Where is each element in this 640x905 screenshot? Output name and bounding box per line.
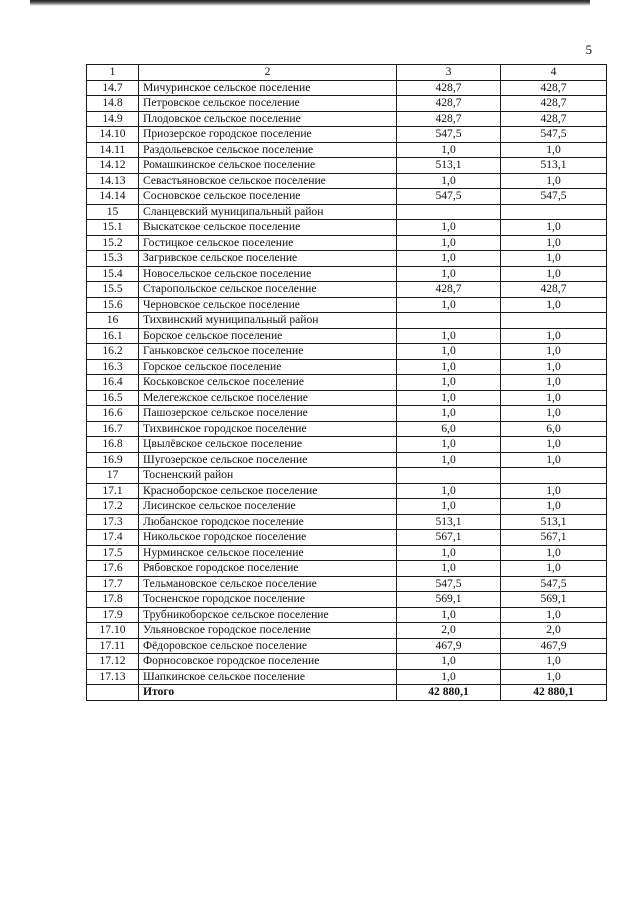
table-body [87, 80, 607, 685]
row-value-col3: 567,1 [397, 530, 501, 546]
row-value-col4: 1,0 [501, 406, 607, 422]
row-name-cell: Фёдоровское сельское поселение [139, 638, 397, 654]
row-value-col3: 1,0 [397, 654, 501, 670]
row-value-col3: 1,0 [397, 375, 501, 391]
row-number-cell: 15.1 [87, 220, 139, 236]
row-number-cell: 17.12 [87, 654, 139, 670]
table-row [87, 359, 607, 375]
table-row [87, 158, 607, 174]
row-name-cell: Тихвинский муниципальный район [139, 313, 397, 329]
row-number-cell: 14.14 [87, 189, 139, 205]
row-value-col4: 1,0 [501, 452, 607, 468]
table-row [87, 468, 607, 484]
row-value-col3: 1,0 [397, 328, 501, 344]
row-value-col4: 1,0 [501, 654, 607, 670]
row-value-col3: 1,0 [397, 499, 501, 515]
row-name-cell: Мичуринское сельское поселение [139, 80, 397, 96]
row-number-cell: 16.7 [87, 421, 139, 437]
row-name-cell: Петровское сельское поселение [139, 96, 397, 112]
row-value-col4: 6,0 [501, 421, 607, 437]
scan-edge-artifact [30, 0, 590, 6]
row-value-col3: 6,0 [397, 421, 501, 437]
total-row [87, 685, 607, 701]
row-number-cell: 17.13 [87, 669, 139, 685]
table-row [87, 561, 607, 577]
row-value-col3: 1,0 [397, 173, 501, 189]
row-value-col4: 1,0 [501, 173, 607, 189]
row-value-col3: 1,0 [397, 266, 501, 282]
total-value-col4: 42 880,1 [501, 685, 607, 701]
table-row [87, 266, 607, 282]
total-value-col3: 42 880,1 [397, 685, 501, 701]
row-name-cell: Никольское городское поселение [139, 530, 397, 546]
table-row [87, 623, 607, 639]
row-value-col4: 1,0 [501, 607, 607, 623]
table-row [87, 297, 607, 313]
table-row [87, 80, 607, 96]
row-number-cell: 17.7 [87, 576, 139, 592]
table-row [87, 220, 607, 236]
row-value-col3: 1,0 [397, 344, 501, 360]
row-value-col4 [501, 468, 607, 484]
table-row [87, 251, 607, 267]
row-number-cell: 17.10 [87, 623, 139, 639]
row-value-col3: 428,7 [397, 282, 501, 298]
column-number-row [87, 65, 607, 81]
row-value-col4: 569,1 [501, 592, 607, 608]
row-name-cell: Рябовское городское поселение [139, 561, 397, 577]
row-number-cell: 17 [87, 468, 139, 484]
row-name-cell: Тосненский район [139, 468, 397, 484]
row-value-col4: 1,0 [501, 235, 607, 251]
table-row [87, 514, 607, 530]
row-value-col4: 1,0 [501, 390, 607, 406]
row-value-col3: 1,0 [397, 669, 501, 685]
row-name-cell: Приозерское городское поселение [139, 127, 397, 143]
table-row [87, 406, 607, 422]
row-value-col3: 1,0 [397, 251, 501, 267]
page-number: 5 [585, 42, 592, 57]
row-value-col4: 1,0 [501, 266, 607, 282]
row-name-cell: Тосненское городское поселение [139, 592, 397, 608]
table-row [87, 96, 607, 112]
row-value-col4: 1,0 [501, 142, 607, 158]
row-name-cell: Любанское городское поселение [139, 514, 397, 530]
row-number-cell: 14.8 [87, 96, 139, 112]
row-value-col3: 2,0 [397, 623, 501, 639]
row-number-cell: 17.9 [87, 607, 139, 623]
row-name-cell: Сланцевский муниципальный район [139, 204, 397, 220]
row-name-cell: Коськовское сельское поселение [139, 375, 397, 391]
row-number-cell: 17.1 [87, 483, 139, 499]
row-name-cell: Раздольевское сельское поселение [139, 142, 397, 158]
row-name-cell: Плодовское сельское поселение [139, 111, 397, 127]
table-row [87, 189, 607, 205]
row-value-col4: 1,0 [501, 483, 607, 499]
row-value-col3: 1,0 [397, 406, 501, 422]
table-row [87, 452, 607, 468]
row-number-cell: 16.5 [87, 390, 139, 406]
row-value-col4: 1,0 [501, 437, 607, 453]
table-row [87, 375, 607, 391]
table-row [87, 421, 607, 437]
row-name-cell: Лисинское сельское поселение [139, 499, 397, 515]
row-value-col4 [501, 313, 607, 329]
row-value-col4: 1,0 [501, 359, 607, 375]
row-number-cell: 16.3 [87, 359, 139, 375]
row-name-cell: Новосельское сельское поселение [139, 266, 397, 282]
table-row [87, 530, 607, 546]
row-number-cell: 15.2 [87, 235, 139, 251]
row-value-col4: 547,5 [501, 576, 607, 592]
row-name-cell: Гостицкое сельское поселение [139, 235, 397, 251]
row-name-cell: Борское сельское поселение [139, 328, 397, 344]
row-number-cell: 17.4 [87, 530, 139, 546]
column-header-1: 1 [87, 65, 139, 81]
table-row [87, 607, 607, 623]
row-value-col3: 1,0 [397, 607, 501, 623]
row-value-col3: 547,5 [397, 189, 501, 205]
row-number-cell: 15 [87, 204, 139, 220]
row-value-col3: 569,1 [397, 592, 501, 608]
row-value-col3: 1,0 [397, 142, 501, 158]
table-row [87, 204, 607, 220]
row-value-col4: 567,1 [501, 530, 607, 546]
row-value-col4: 428,7 [501, 282, 607, 298]
column-header-3: 3 [397, 65, 501, 81]
table-row [87, 173, 607, 189]
table-row [87, 576, 607, 592]
row-number-cell: 17.8 [87, 592, 139, 608]
row-value-col3: 428,7 [397, 80, 501, 96]
row-name-cell: Горское сельское поселение [139, 359, 397, 375]
row-value-col4: 1,0 [501, 499, 607, 515]
row-name-cell: Ульяновское городское поселение [139, 623, 397, 639]
row-name-cell: Загривское сельское поселение [139, 251, 397, 267]
row-name-cell: Трубникоборское сельское поселение [139, 607, 397, 623]
row-value-col4: 467,9 [501, 638, 607, 654]
row-value-col3: 1,0 [397, 297, 501, 313]
row-name-cell: Сосновское сельское поселение [139, 189, 397, 205]
table-row [87, 545, 607, 561]
row-value-col4: 1,0 [501, 251, 607, 267]
row-name-cell: Старопольское сельское поселение [139, 282, 397, 298]
row-value-col4: 513,1 [501, 158, 607, 174]
table-row [87, 669, 607, 685]
allocation-table [86, 64, 607, 701]
row-value-col4: 547,5 [501, 189, 607, 205]
row-name-cell: Тельмановское сельское поселение [139, 576, 397, 592]
row-value-col3: 1,0 [397, 483, 501, 499]
row-name-cell: Тихвинское городское поселение [139, 421, 397, 437]
row-value-col3: 1,0 [397, 561, 501, 577]
row-value-col4: 2,0 [501, 623, 607, 639]
row-number-cell: 14.11 [87, 142, 139, 158]
row-number-cell: 16.9 [87, 452, 139, 468]
table-row [87, 437, 607, 453]
row-name-cell: Севастьяновское сельское поселение [139, 173, 397, 189]
table-row [87, 344, 607, 360]
row-name-cell: Черновское сельское поселение [139, 297, 397, 313]
row-value-col3 [397, 204, 501, 220]
row-number-cell: 16.6 [87, 406, 139, 422]
row-value-col3: 1,0 [397, 452, 501, 468]
table-row [87, 328, 607, 344]
row-number-cell: 16.2 [87, 344, 139, 360]
row-number-cell: 15.4 [87, 266, 139, 282]
row-name-cell: Ганьковское сельское поселение [139, 344, 397, 360]
row-value-col3: 467,9 [397, 638, 501, 654]
row-value-col4: 547,5 [501, 127, 607, 143]
row-number-cell: 14.12 [87, 158, 139, 174]
table-row [87, 235, 607, 251]
row-name-cell: Форносовское городское поселение [139, 654, 397, 670]
row-value-col3: 428,7 [397, 111, 501, 127]
row-value-col4: 1,0 [501, 297, 607, 313]
row-value-col4: 1,0 [501, 669, 607, 685]
row-name-cell: Пашозерское сельское поселение [139, 406, 397, 422]
row-value-col3: 1,0 [397, 545, 501, 561]
row-number-cell: 17.2 [87, 499, 139, 515]
row-number-cell: 15.5 [87, 282, 139, 298]
table-row [87, 592, 607, 608]
table-row [87, 499, 607, 515]
table-row [87, 142, 607, 158]
row-value-col3: 513,1 [397, 514, 501, 530]
row-number-cell: 15.6 [87, 297, 139, 313]
row-number-cell: 17.3 [87, 514, 139, 530]
row-value-col3: 1,0 [397, 390, 501, 406]
row-number-cell: 15.3 [87, 251, 139, 267]
row-value-col3 [397, 468, 501, 484]
row-name-cell: Красноборское сельское поселение [139, 483, 397, 499]
row-number-cell: 17.6 [87, 561, 139, 577]
row-value-col4: 1,0 [501, 220, 607, 236]
row-number-cell: 17.11 [87, 638, 139, 654]
row-value-col4: 428,7 [501, 111, 607, 127]
row-number-cell: 16.1 [87, 328, 139, 344]
row-value-col3: 428,7 [397, 96, 501, 112]
column-header-4: 4 [501, 65, 607, 81]
table-row [87, 127, 607, 143]
row-number-cell: 16.8 [87, 437, 139, 453]
row-number-cell: 17.5 [87, 545, 139, 561]
row-number-cell: 14.13 [87, 173, 139, 189]
row-value-col3: 1,0 [397, 235, 501, 251]
row-value-col3: 513,1 [397, 158, 501, 174]
row-name-cell: Нурминское сельское поселение [139, 545, 397, 561]
row-name-cell: Ромашкинское сельское поселение [139, 158, 397, 174]
table-row [87, 483, 607, 499]
column-header-2: 2 [139, 65, 397, 81]
row-value-col4 [501, 204, 607, 220]
total-num-cell [87, 685, 139, 701]
row-value-col4: 428,7 [501, 96, 607, 112]
table-row [87, 111, 607, 127]
row-value-col4: 1,0 [501, 344, 607, 360]
row-value-col3: 547,5 [397, 576, 501, 592]
row-value-col4: 1,0 [501, 545, 607, 561]
row-name-cell: Шапкинское сельское поселение [139, 669, 397, 685]
row-number-cell: 14.9 [87, 111, 139, 127]
table-row [87, 282, 607, 298]
table-row [87, 654, 607, 670]
row-number-cell: 16 [87, 313, 139, 329]
table-row [87, 313, 607, 329]
total-label: Итого [139, 685, 397, 701]
row-name-cell: Шугозерское сельское поселение [139, 452, 397, 468]
row-value-col4: 428,7 [501, 80, 607, 96]
row-value-col3 [397, 313, 501, 329]
row-value-col4: 513,1 [501, 514, 607, 530]
row-name-cell: Цвылёвское сельское поселение [139, 437, 397, 453]
row-name-cell: Мелегежское сельское поселение [139, 390, 397, 406]
row-value-col3: 1,0 [397, 220, 501, 236]
row-value-col3: 1,0 [397, 359, 501, 375]
row-value-col4: 1,0 [501, 328, 607, 344]
row-number-cell: 16.4 [87, 375, 139, 391]
row-name-cell: Выскатское сельское поселение [139, 220, 397, 236]
row-number-cell: 14.7 [87, 80, 139, 96]
row-value-col3: 547,5 [397, 127, 501, 143]
row-value-col3: 1,0 [397, 437, 501, 453]
row-value-col4: 1,0 [501, 561, 607, 577]
table-row [87, 390, 607, 406]
row-number-cell: 14.10 [87, 127, 139, 143]
row-value-col4: 1,0 [501, 375, 607, 391]
table-row [87, 638, 607, 654]
